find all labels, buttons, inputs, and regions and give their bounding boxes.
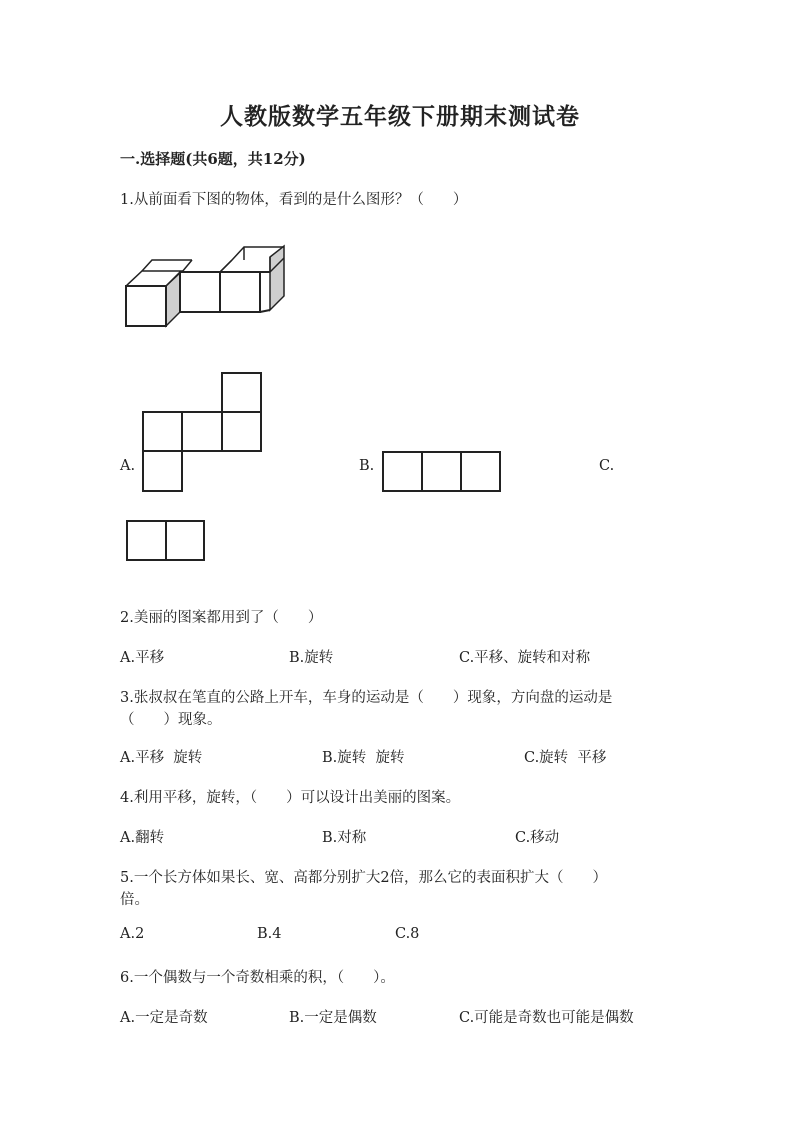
question-3-text-line1: 3.张叔叔在笔直的公路上开车，车身的运动是（ ）现象，方向盘的运动是 xyxy=(120,690,613,706)
q1-option-b[interactable]: B. xyxy=(359,458,375,474)
q2-option-b[interactable]: B.旋转 xyxy=(289,650,334,666)
q4-option-c[interactable]: C.移动 xyxy=(515,830,560,846)
q5-option-a[interactable]: A.2 xyxy=(120,926,145,942)
question-5-text-line1: 5.一个长方体如果长、宽、高都分别扩大2倍，那么它的表面积扩大（ ） xyxy=(120,870,608,886)
q6-option-c[interactable]: C.可能是奇数也可能是偶数 xyxy=(459,1010,634,1026)
q3-option-c[interactable]: C.旋转 平移 xyxy=(524,750,607,766)
question-3-text-line2: （ ）现象。 xyxy=(120,712,222,728)
q4-option-a[interactable]: A.翻转 xyxy=(120,830,165,846)
q6-option-a[interactable]: A.一定是奇数 xyxy=(120,1010,208,1026)
question-5-text-line2: 倍。 xyxy=(120,892,149,908)
q3-option-a[interactable]: A.平移 旋转 xyxy=(120,750,203,766)
q5-option-c[interactable]: C.8 xyxy=(395,926,420,942)
question-6-text: 6.一个偶数与一个奇数相乘的积，（ ）。 xyxy=(120,970,395,986)
q4-option-b[interactable]: B.对称 xyxy=(322,830,367,846)
page-title: 人教版数学五年级下册期末测试卷 xyxy=(220,103,580,130)
q2-option-a[interactable]: A.平移 xyxy=(120,650,165,666)
q6-option-b[interactable]: B.一定是偶数 xyxy=(289,1010,377,1026)
question-4-text: 4.利用平移，旋转，（ ）可以设计出美丽的图案。 xyxy=(120,790,461,806)
q2-option-c[interactable]: C.平移、旋转和对称 xyxy=(459,650,591,666)
question-1-text: 1.从前面看下图的物体，看到的是什么图形？（ ） xyxy=(120,192,468,208)
question-2-text: 2.美丽的图案都用到了（ ） xyxy=(120,610,323,626)
q1-option-a[interactable]: A. xyxy=(120,458,136,474)
q5-option-b[interactable]: B.4 xyxy=(257,926,282,942)
q3-option-b[interactable]: B.旋转 旋转 xyxy=(322,750,405,766)
section-heading: 一.选择题(共6题，共12分) xyxy=(120,150,306,168)
q1-option-c[interactable]: C. xyxy=(599,458,615,474)
